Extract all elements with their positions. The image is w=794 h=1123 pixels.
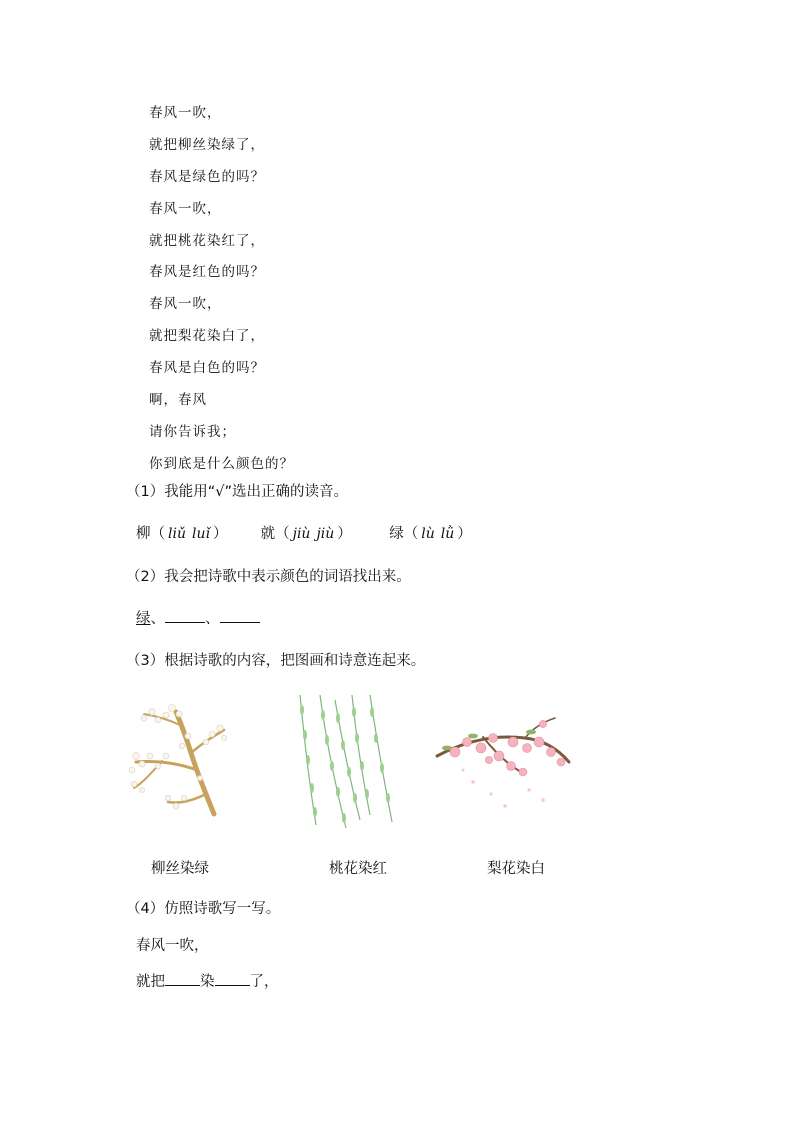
caption-willow[interactable]: 柳丝染绿	[151, 861, 209, 877]
pear-blossom-image[interactable]	[122, 690, 232, 830]
answer-blank[interactable]	[220, 608, 260, 623]
poem	[149, 98, 294, 481]
poem-line: 请你告诉我；	[149, 423, 236, 440]
choice-char: 就	[260, 526, 276, 542]
poem-line: 就把柳丝染绿了，	[149, 136, 265, 153]
paren-close: ）	[457, 526, 472, 542]
pinyin-option[interactable]: liǔ	[168, 526, 186, 542]
answer-blank[interactable]	[165, 608, 205, 623]
question-4-title: （4）仿照诗歌写一写。	[126, 901, 281, 917]
paren-close: ）	[337, 526, 352, 542]
paren-open: （	[403, 526, 419, 542]
poem-line: 春风是绿色的吗？	[149, 168, 265, 185]
pinyin-choice-liu	[136, 522, 256, 543]
pinyin-option[interactable]: lù	[421, 526, 435, 542]
pinyin-option[interactable]: lǜ	[440, 526, 455, 542]
text-segment: 就把	[136, 974, 165, 990]
question-2-title: （2）我会把诗歌中表示颜色的词语找出来。	[126, 569, 411, 585]
color-word-given: 绿	[136, 611, 151, 627]
pinyin-option[interactable]: luǐ	[191, 526, 210, 542]
poem-line: 春风一吹，	[149, 200, 222, 217]
willow-image[interactable]	[290, 690, 410, 830]
peach-blossom-image[interactable]	[433, 712, 573, 832]
imitation-line-2	[136, 970, 279, 991]
caption-peach[interactable]: 桃花染红	[329, 861, 387, 877]
pinyin-option[interactable]: jiù	[292, 526, 311, 542]
text-segment: 染	[200, 974, 215, 990]
poem-line: 啊，春风	[149, 392, 207, 409]
color-words-answer	[136, 607, 260, 628]
poem-line: 春风一吹，	[149, 105, 222, 121]
poem-line: 春风是红色的吗？	[149, 264, 265, 281]
caption-pear[interactable]: 梨花染白	[487, 861, 545, 877]
answer-blank[interactable]	[215, 971, 250, 986]
separator: 、	[150, 611, 165, 627]
poem-line: 就把桃花染红了，	[149, 232, 265, 249]
pinyin-choice-lv	[389, 522, 472, 543]
separator: 、	[205, 611, 220, 627]
poem-line: 你到底是什么颜色的？	[149, 455, 294, 472]
imitation-line-1: 春风一吹，	[136, 938, 209, 954]
pinyin-choice-jiu	[261, 522, 385, 543]
answer-blank[interactable]	[165, 971, 200, 986]
paren-close: ）	[212, 526, 228, 542]
poem-line: 就把梨花染白了，	[149, 328, 265, 345]
text-segment: 了，	[249, 974, 279, 990]
poem-line: 春风一吹，	[149, 296, 222, 313]
question-3-title: （3）根据诗歌的内容，把图画和诗意连起来。	[126, 653, 426, 669]
choice-char: 柳	[136, 526, 151, 542]
question-1-title: （1）我能用“√”选出正确的读音。	[126, 484, 348, 500]
paren-open: （	[150, 526, 165, 542]
paren-open: （	[275, 526, 290, 542]
choice-char: 绿	[389, 526, 404, 542]
poem-line: 春风是白色的吗？	[149, 360, 265, 377]
pinyin-choices	[136, 522, 472, 543]
pinyin-option[interactable]: jiù	[316, 526, 335, 542]
